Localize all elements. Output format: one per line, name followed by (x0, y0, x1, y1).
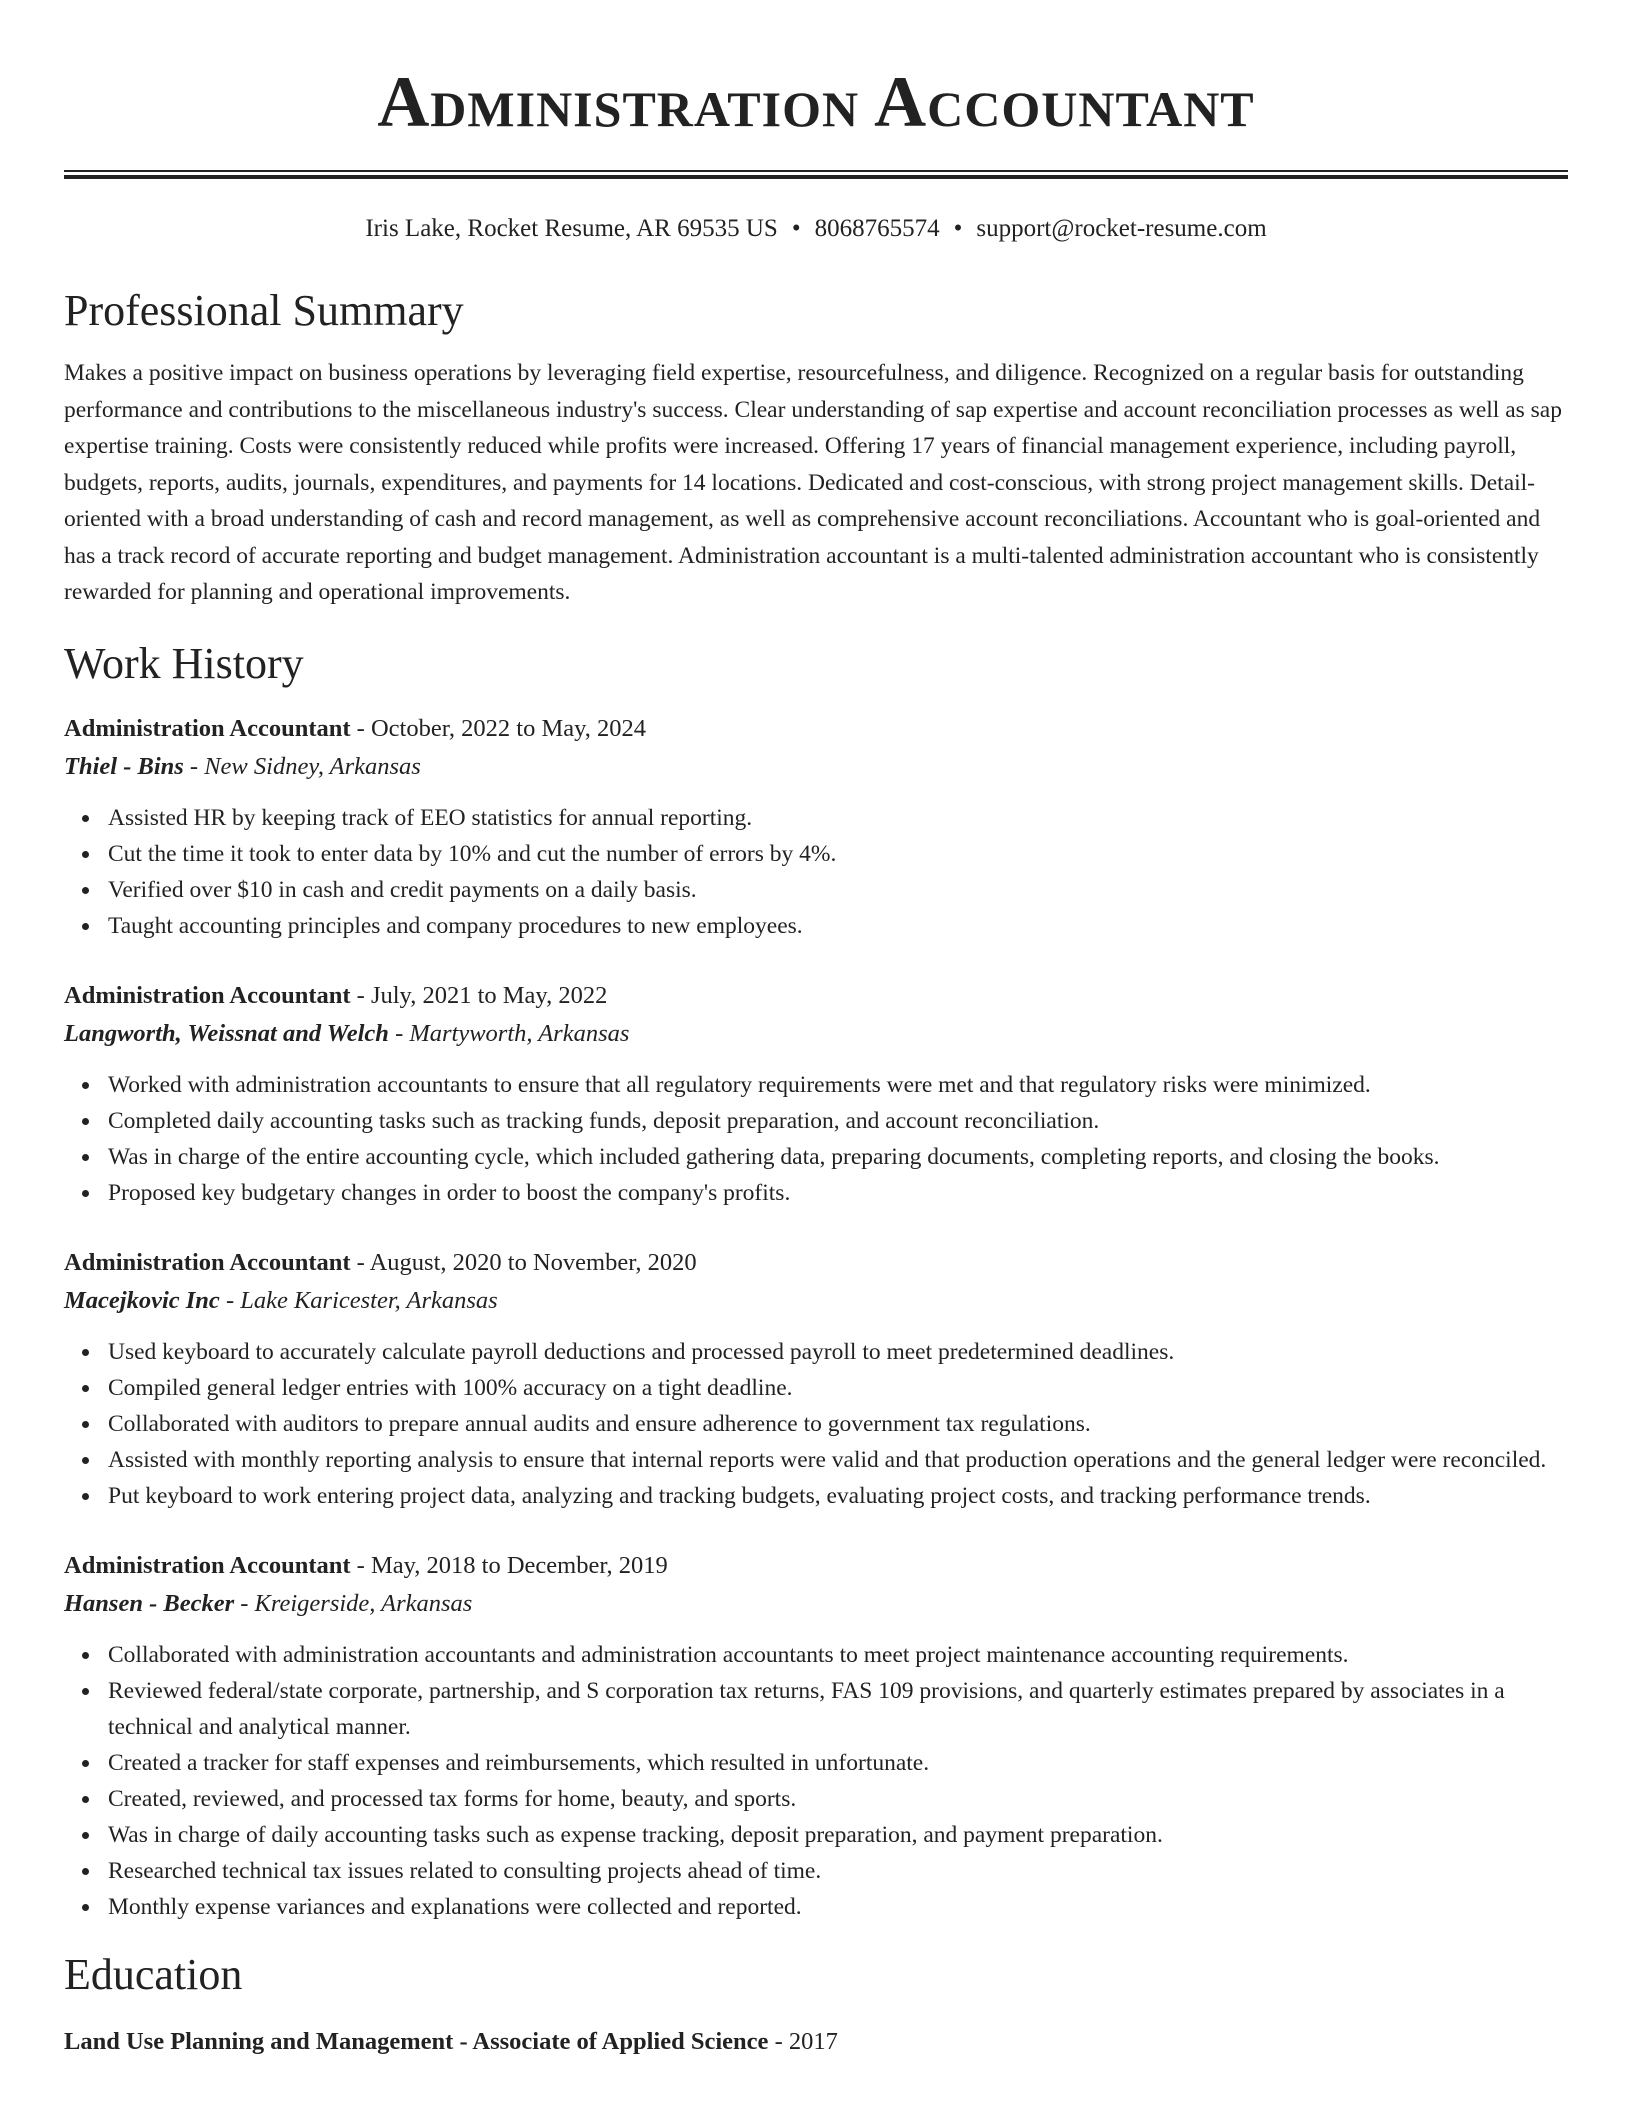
bullet-text: Completed daily accounting tasks such as tracking funds, deposit preparation, and account reconciliation. (108, 1107, 1100, 1134)
work-history-heading: Work History (64, 638, 304, 688)
education-heading: Education (64, 1949, 243, 1999)
bullet-text: Monthly expense variances and explanations were collected and reported. (108, 1893, 802, 1920)
bullet-item (108, 1103, 1568, 1139)
bullet-text: Researched technical tax issues related to consulting projects ahead of time. (108, 1857, 822, 1884)
company-name: Thiel - Bins (64, 752, 184, 780)
bullet-dot-icon (82, 923, 89, 930)
bullet-text: Was in charge of daily accounting tasks such as expense tracking, deposit preparation, and payment preparation. (108, 1821, 1163, 1848)
title-divider (64, 170, 1568, 179)
bullet-item (108, 1673, 1568, 1745)
job-bullets (64, 1334, 1568, 1514)
job-entry (64, 977, 1568, 1211)
bullet-dot-icon (82, 1688, 89, 1695)
bullet-item (108, 1889, 1568, 1925)
bullet-item (108, 872, 1568, 908)
bullet-text: Was in charge of the entire accounting cycle, which included gathering data, preparing documents, completing reports, and closing the books. (108, 1143, 1440, 1170)
bullet-dot-icon (82, 1760, 89, 1767)
bullet-text: Collaborated with administration accountants and administration accountants to meet project maintenance accounting requirements. (108, 1641, 1349, 1668)
job-entry (64, 710, 1568, 944)
job-header (64, 710, 1568, 748)
education-year: - 2017 (768, 2027, 838, 2055)
education-entry (64, 2023, 1568, 2061)
summary-text: Makes a positive impact on business operations by leveraging field expertise, resourcefulness, and diligence. Recognized on a regular basis for outstanding performance and contributions to the miscellaneous industry's success. Clear understanding of sap expertise and account reconciliation processes as well as sap expertise training. Costs were consistently reduced while profits were increased. Offering 17 years of financial management experience, including payroll, budgets, reports, audits, journals, expenditures, and payments for 14 locations. Dedicated and cost-conscious, with strong project management skills. Detail-oriented with a broad understanding of cash and record management, as well as comprehensive account reconciliations. Accountant who is goal-oriented and has a track record of accurate reporting and budget management. Administration accountant is a multi-talented administration accountant who is consistently rewarded for planning and operational improvements. (64, 360, 1562, 605)
bullet-item (108, 1853, 1568, 1889)
bullet-text: Taught accounting principles and company procedures to new employees. (108, 912, 803, 939)
company-location: - New Sidney, Arkansas (183, 752, 421, 780)
bullet-text: Verified over $10 in cash and credit payments on a daily basis. (108, 876, 697, 903)
company-name: Macejkovic Inc (64, 1286, 220, 1314)
bullet-dot-icon (82, 1652, 89, 1659)
bullet-dot-icon (82, 1082, 89, 1089)
bullet-item (108, 1370, 1568, 1406)
bullet-text: Created, reviewed, and processed tax forms for home, beauty, and sports. (108, 1785, 797, 1812)
company-name: Hansen - Becker (64, 1589, 235, 1617)
contact-email: support@rocket-resume.com (976, 215, 1267, 242)
bullet-text: Cut the time it took to enter data by 10% and cut the number of errors by 4%. (108, 840, 837, 867)
contact-separator: • (791, 215, 801, 242)
bullet-dot-icon (82, 815, 89, 822)
bullet-item (108, 1817, 1568, 1853)
bullet-item (108, 1406, 1568, 1442)
contact-line (64, 213, 1568, 245)
bullet-item (108, 1478, 1568, 1514)
job-bullets (64, 800, 1568, 944)
bullet-item (108, 1139, 1568, 1175)
job-dates: - July, 2021 to May, 2022 (350, 981, 608, 1009)
bullet-item (108, 1334, 1568, 1370)
bullet-dot-icon (82, 851, 89, 858)
job-title: Administration Accountant (64, 981, 351, 1009)
contact-address: Iris Lake, Rocket Resume, AR 69535 US (365, 215, 778, 242)
bullet-item (108, 1175, 1568, 1211)
job-title: Administration Accountant (64, 714, 351, 742)
bullet-item (108, 908, 1568, 944)
job-entry (64, 1547, 1568, 1925)
bullet-dot-icon (82, 1457, 89, 1464)
contact-phone: 8068765574 (814, 215, 940, 242)
bullet-dot-icon (82, 1832, 89, 1839)
bullet-text: Assisted with monthly reporting analysis to ensure that internal reports were valid and that production operations and the general ledger were reconciled. (108, 1446, 1547, 1473)
company-location: - Lake Karicester, Arkansas (219, 1286, 498, 1314)
job-header (64, 1547, 1568, 1585)
company-line (64, 1015, 1568, 1053)
job-entry (64, 1244, 1568, 1514)
bullet-text: Compiled general ledger entries with 100% accuracy on a tight deadline. (108, 1374, 793, 1401)
job-bullets (64, 1637, 1568, 1925)
bullet-dot-icon (82, 1190, 89, 1197)
job-header (64, 977, 1568, 1015)
job-title: Administration Accountant (64, 1551, 351, 1579)
bullet-dot-icon (82, 1796, 89, 1803)
company-line (64, 1585, 1568, 1623)
bullet-dot-icon (82, 1868, 89, 1875)
job-header (64, 1244, 1568, 1282)
bullet-dot-icon (82, 1421, 89, 1428)
bullet-text: Created a tracker for staff expenses and reimbursements, which resulted in unfortunate. (108, 1749, 930, 1776)
bullet-item (108, 1442, 1568, 1478)
bullet-item (108, 1745, 1568, 1781)
bullet-text: Used keyboard to accurately calculate payroll deductions and processed payroll to meet predetermined deadlines. (108, 1338, 1175, 1365)
job-title: Administration Accountant (64, 1248, 351, 1276)
bullet-text: Worked with administration accountants to ensure that all regulatory requirements were met and that regulatory risks were minimized. (108, 1071, 1371, 1098)
bullet-dot-icon (82, 1154, 89, 1161)
job-dates: - May, 2018 to December, 2019 (350, 1551, 668, 1579)
company-location: - Kreigerside, Arkansas (234, 1589, 473, 1617)
bullet-dot-icon (82, 1349, 89, 1356)
company-name: Langworth, Weissnat and Welch (64, 1019, 389, 1047)
bullet-dot-icon (82, 1118, 89, 1125)
job-dates: - August, 2020 to November, 2020 (350, 1248, 697, 1276)
company-location: - Martyworth, Arkansas (388, 1019, 630, 1047)
company-line (64, 1282, 1568, 1320)
resume-title: Administration Accountant (377, 62, 1255, 142)
job-dates: - October, 2022 to May, 2024 (350, 714, 647, 742)
bullet-dot-icon (82, 1493, 89, 1500)
bullet-dot-icon (82, 887, 89, 894)
bullet-text: Assisted HR by keeping track of EEO statistics for annual reporting. (108, 804, 753, 831)
bullet-item (108, 1637, 1568, 1673)
bullet-item (108, 800, 1568, 836)
company-line (64, 748, 1568, 786)
bullet-item (108, 836, 1568, 872)
bullet-text: Proposed key budgetary changes in order to boost the company's profits. (108, 1179, 791, 1206)
summary-heading: Professional Summary (64, 286, 464, 335)
bullet-item (108, 1781, 1568, 1817)
education-degree: Land Use Planning and Management - Associate of Applied Science (64, 2027, 769, 2055)
contact-separator: • (953, 215, 963, 242)
bullet-dot-icon (82, 1385, 89, 1392)
job-bullets (64, 1067, 1568, 1211)
bullet-text: Put keyboard to work entering project data, analyzing and tracking budgets, evaluating project costs, and tracking performance trends. (108, 1482, 1371, 1509)
bullet-text: Collaborated with auditors to prepare annual audits and ensure adherence to government tax regulations. (108, 1410, 1091, 1437)
bullet-item (108, 1067, 1568, 1103)
bullet-text: Reviewed federal/state corporate, partnership, and S corporation tax returns, FAS 109 provisions, and quarterly estimates prepared by associates in a technical and analytical manner. (108, 1677, 1505, 1740)
bullet-dot-icon (82, 1904, 89, 1911)
